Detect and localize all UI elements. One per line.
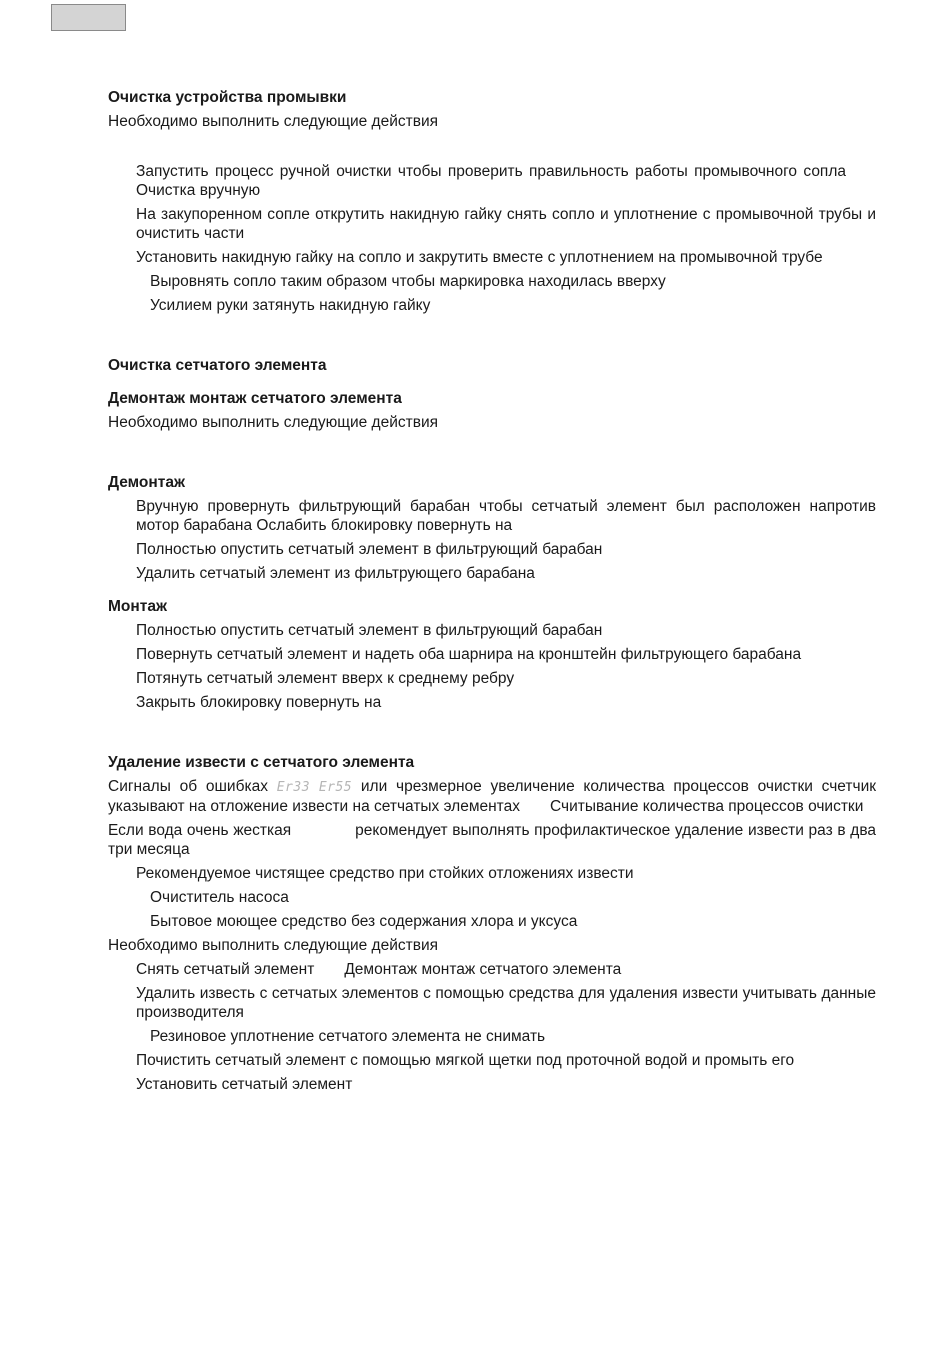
- list-item: Полностью опустить сетчатый элемент в фильтрующий барабан: [136, 541, 603, 558]
- paragraph-intro: Необходимо выполнить следующие действия: [108, 414, 439, 431]
- paragraph-hard-water: [108, 821, 876, 859]
- list-item-ref: Демонтаж монтаж сетчатого элемента: [344, 961, 622, 978]
- document-body: [108, 88, 876, 1094]
- paragraph-error-signals: [108, 777, 876, 816]
- section-heading-descale: Удаление извести с сетчатого элемента: [108, 754, 415, 771]
- sub-list-item: Резиновое уплотнение сетчатого элемента не снимать: [150, 1028, 546, 1045]
- paragraph-intro: Необходимо выполнить следующие действия: [108, 113, 439, 130]
- page-number-box: [51, 4, 126, 31]
- text-fragment: Если вода очень жесткая: [108, 822, 292, 839]
- list-item: Рекомендуемое чистящее средство при стойких отложениях извести: [136, 865, 634, 882]
- list-item: Закрыть блокировку повернуть на: [136, 694, 382, 711]
- list-item-text: Запустить процесс ручной очистки чтобы проверить правильность работы промывочного сопла: [136, 163, 846, 180]
- text-fragment: Считывание количества процессов очистки: [549, 798, 864, 815]
- list-item: Вручную провернуть фильтрующий барабан чтобы сетчатый элемент был расположен напротив мотор барабана Ослабить блокировку повернуть на: [136, 498, 876, 534]
- heading-mount: Монтаж: [108, 598, 167, 615]
- list-item: Установить накидную гайку на сопло и закрутить вместе с уплотнением на промывочной трубе: [136, 249, 823, 266]
- sub-list-item: Очиститель насоса: [150, 889, 289, 906]
- list-item: Удалить сетчатый элемент из фильтрующего барабана: [136, 565, 535, 582]
- section-heading-screen: Очистка сетчатого элемента: [108, 357, 327, 374]
- list-item: Удалить известь с сетчатых элементов с помощью средства для удаления извести учитывать данные производителя: [136, 985, 876, 1021]
- error-code-er55: Er55: [318, 780, 353, 795]
- text-fragment: Сигналы об ошибках: [108, 778, 268, 795]
- list-item: [108, 162, 876, 200]
- list-item: Повернуть сетчатый элемент и надеть оба шарнира на кронштейн фильтрующего барабана: [136, 646, 802, 663]
- list-item: Установить сетчатый элемент: [136, 1076, 353, 1093]
- list-item: Почистить сетчатый элемент с помощью мягкой щетки под проточной водой и промыть его: [136, 1052, 795, 1069]
- heading-dismount: Демонтаж: [108, 474, 185, 491]
- list-item: Потянуть сетчатый элемент вверх к среднему ребру: [136, 670, 515, 687]
- sub-list-item: Выровнять сопло таким образом чтобы маркировка находилась вверху: [150, 273, 666, 290]
- list-item: Полностью опустить сетчатый элемент в фильтрующий барабан: [136, 622, 603, 639]
- sub-list-item: Усилием руки затянуть накидную гайку: [150, 297, 431, 314]
- text-fragment: или чрезмерное увеличение количества процессов очистки счетчик указывают на отложение извести на сетчатых элементах: [108, 778, 877, 815]
- list-item: [108, 960, 876, 979]
- list-item-text: Снять сетчатый элемент: [136, 961, 315, 978]
- paragraph-intro: Необходимо выполнить следующие действия: [108, 937, 439, 954]
- sub-list-item: Бытовое моющее средство без содержания хлора и уксуса: [150, 913, 578, 930]
- error-code-er33: Er33: [276, 780, 311, 795]
- list-item: На закупоренном сопле открутить накидную гайку снять сопло и уплотнение с промывочной трубы и очистить части: [136, 206, 876, 242]
- list-item-ref: Очистка вручную: [136, 182, 261, 199]
- text-fragment: рекомендует выполнять профилактическое удаление извести раз в два три месяца: [108, 822, 876, 858]
- section-heading-washer: Очистка устройства промывки: [108, 89, 347, 106]
- subsection-heading-mounting: Демонтаж монтаж сетчатого элемента: [108, 390, 402, 407]
